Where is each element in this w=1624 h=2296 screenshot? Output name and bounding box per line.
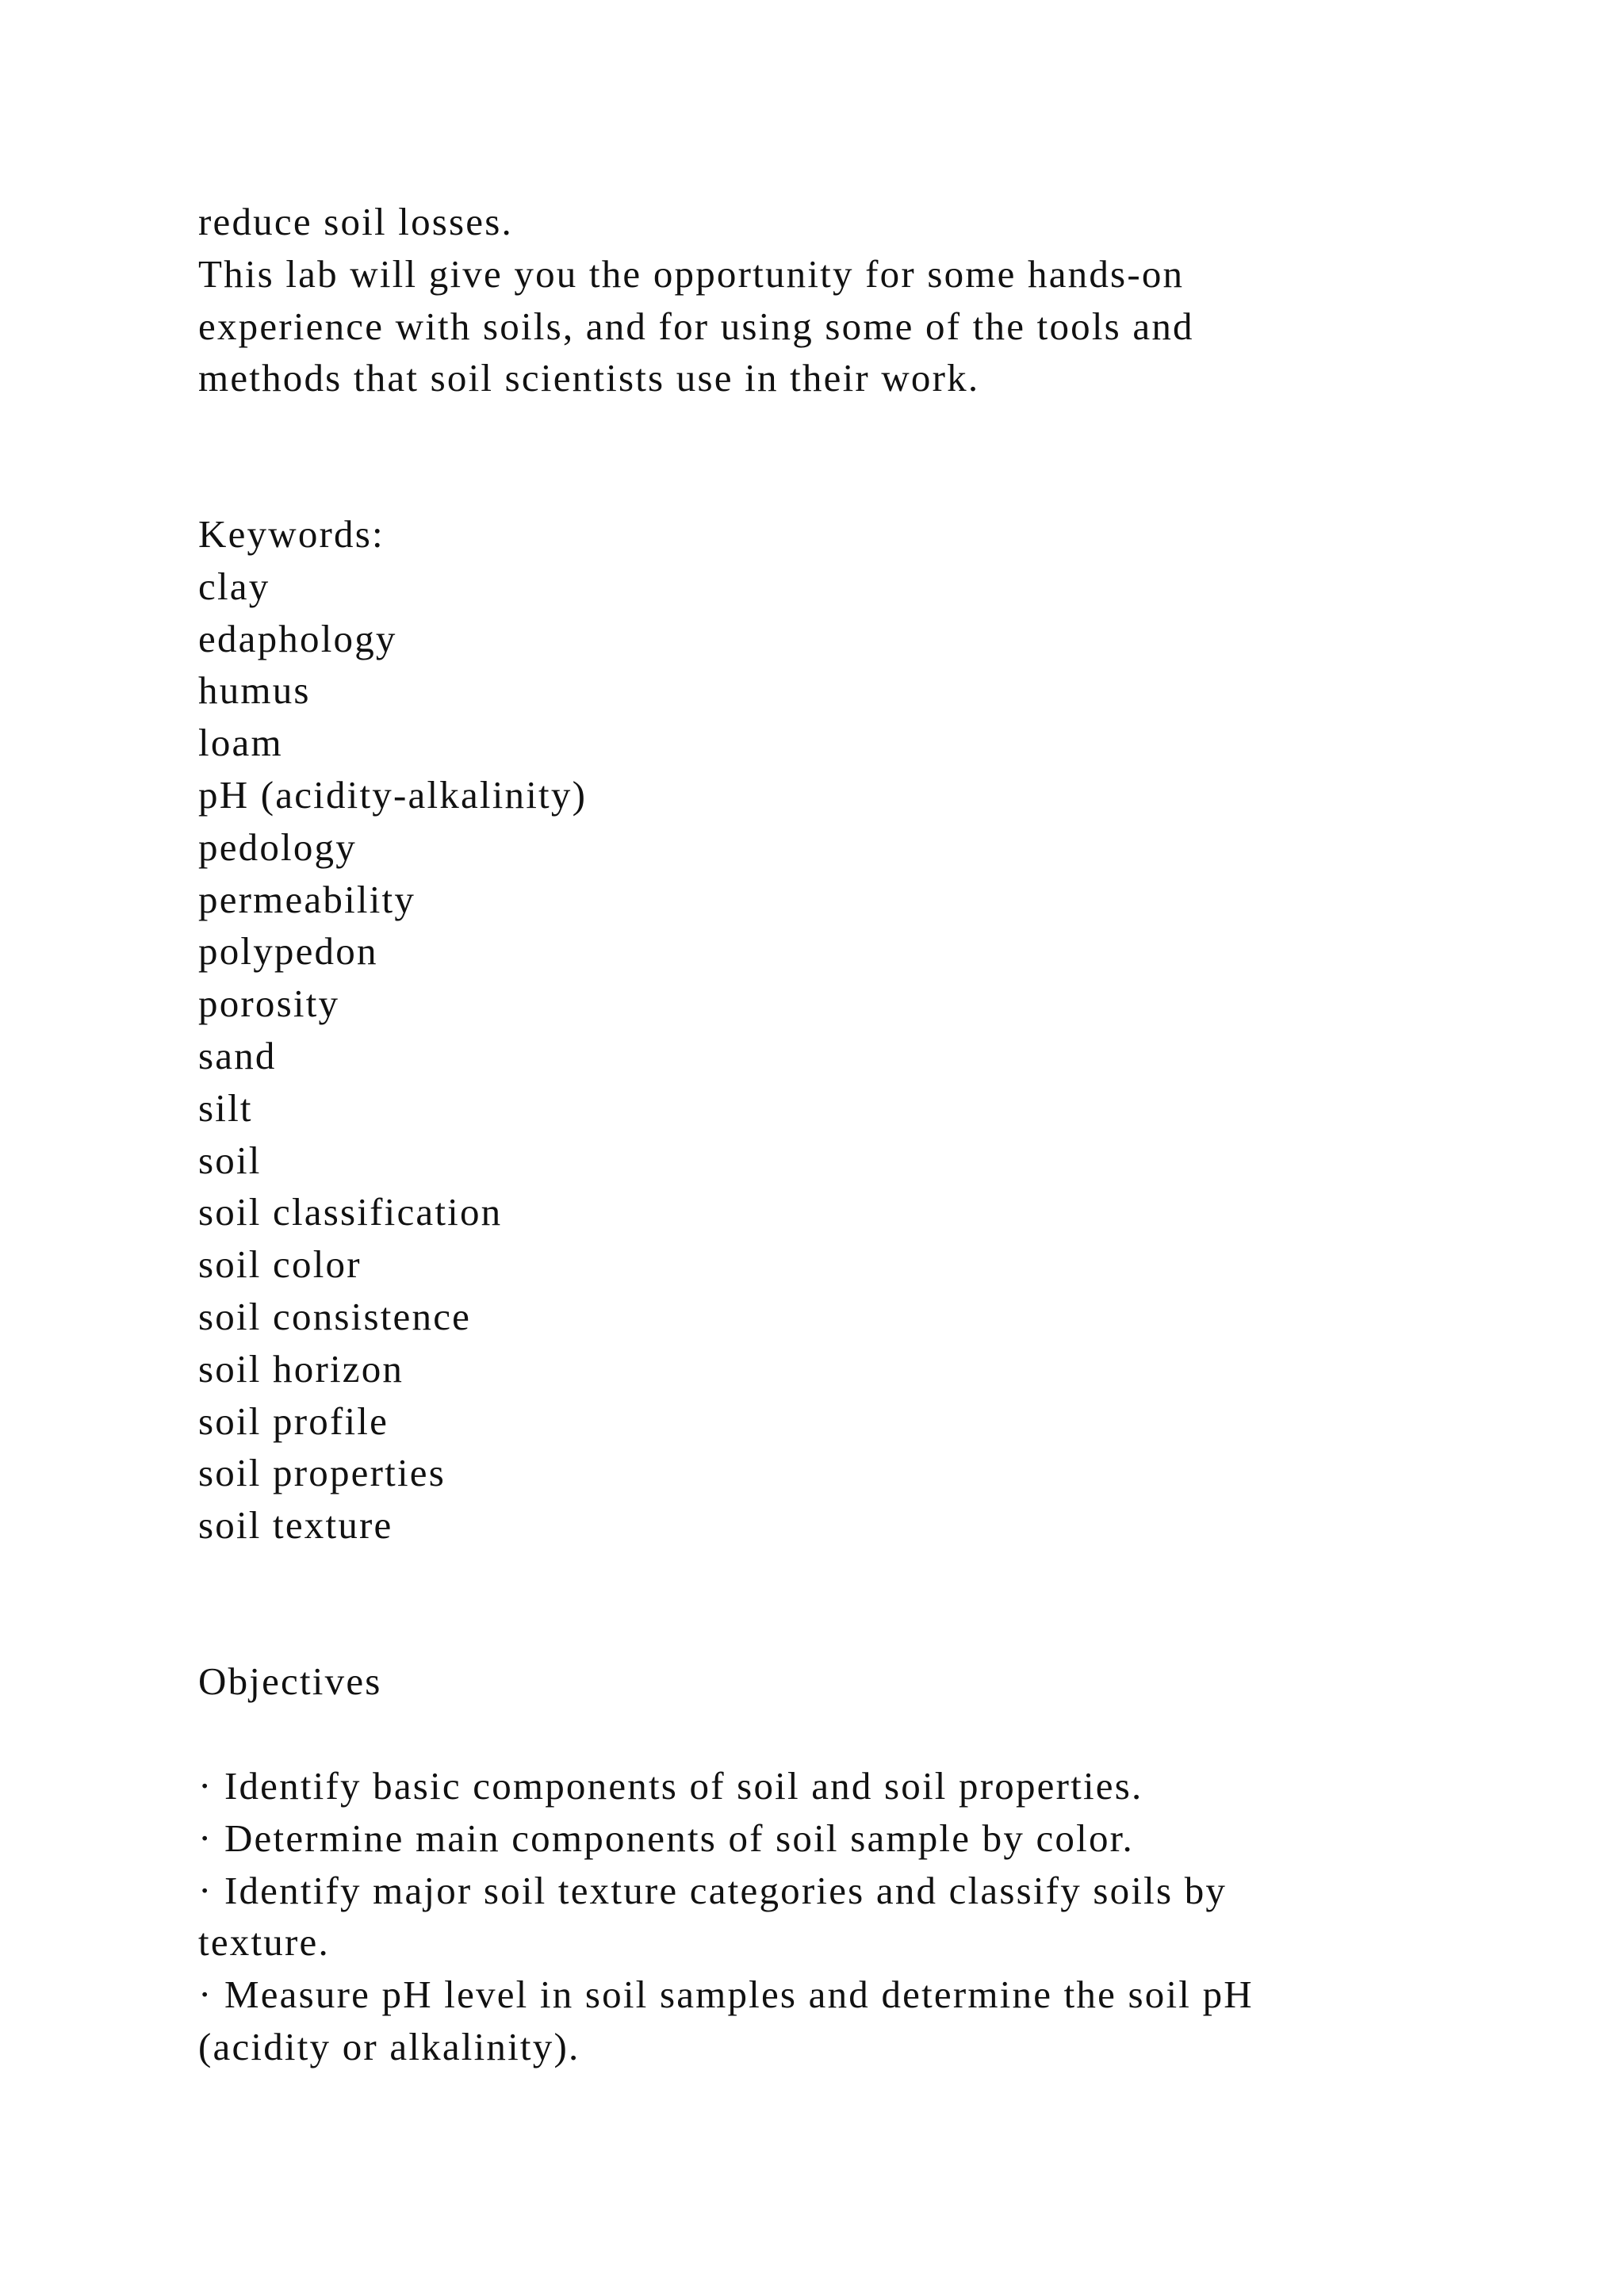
keywords-section — [198, 508, 1546, 1552]
keyword-item: soil horizon — [198, 1346, 404, 1391]
keyword-item: soil — [198, 1138, 262, 1182]
keyword-item: soil texture — [198, 1503, 393, 1548]
keyword-item: soil classification — [198, 1190, 503, 1234]
objectives-heading — [198, 1655, 1546, 1708]
keyword-item: silt — [198, 1085, 253, 1130]
keyword-item: edaphology — [198, 616, 397, 660]
keyword-item: humus — [198, 668, 311, 713]
objective-line: (acidity or alkalinity). — [198, 2024, 580, 2068]
objective-line: texture. — [198, 1920, 330, 1965]
objective-line: · Identify basic components of soil and soil properties. — [198, 1764, 1143, 1808]
intro-line: reduce soil losses. — [198, 200, 513, 243]
keyword-item: permeability — [198, 877, 416, 921]
objectives-list — [198, 1760, 1546, 2073]
objectives-title: Objectives — [198, 1659, 382, 1703]
keyword-item: soil profile — [198, 1399, 389, 1443]
intro-paragraph — [198, 196, 1546, 404]
keyword-item: soil consistence — [198, 1294, 472, 1338]
keyword-item: soil color — [198, 1242, 362, 1287]
keyword-item: pedology — [198, 825, 357, 869]
keyword-item: porosity — [198, 982, 340, 1026]
keyword-item: polypedon — [198, 929, 378, 974]
objective-line: · Identify major soil texture categories and classify soils by — [198, 1868, 1228, 1912]
intro-line: This lab will give you the opportunity for some hands-on — [198, 251, 1185, 296]
keyword-item: sand — [198, 1033, 277, 1077]
keywords-heading: Keywords: — [198, 512, 385, 556]
keyword-item: soil properties — [198, 1451, 446, 1495]
keyword-item: pH (acidity-alkalinity) — [198, 772, 588, 817]
intro-line: methods that soil scientists use in their work. — [198, 356, 980, 400]
intro-line: experience with soils, and for using some of the tools and — [198, 304, 1194, 348]
keyword-item: loam — [198, 721, 283, 765]
keyword-item: clay — [198, 564, 270, 608]
objective-line: · Measure pH level in soil samples and determine the soil pH — [198, 1973, 1254, 2017]
objective-line: · Determine main components of soil sample by color. — [198, 1816, 1134, 1860]
